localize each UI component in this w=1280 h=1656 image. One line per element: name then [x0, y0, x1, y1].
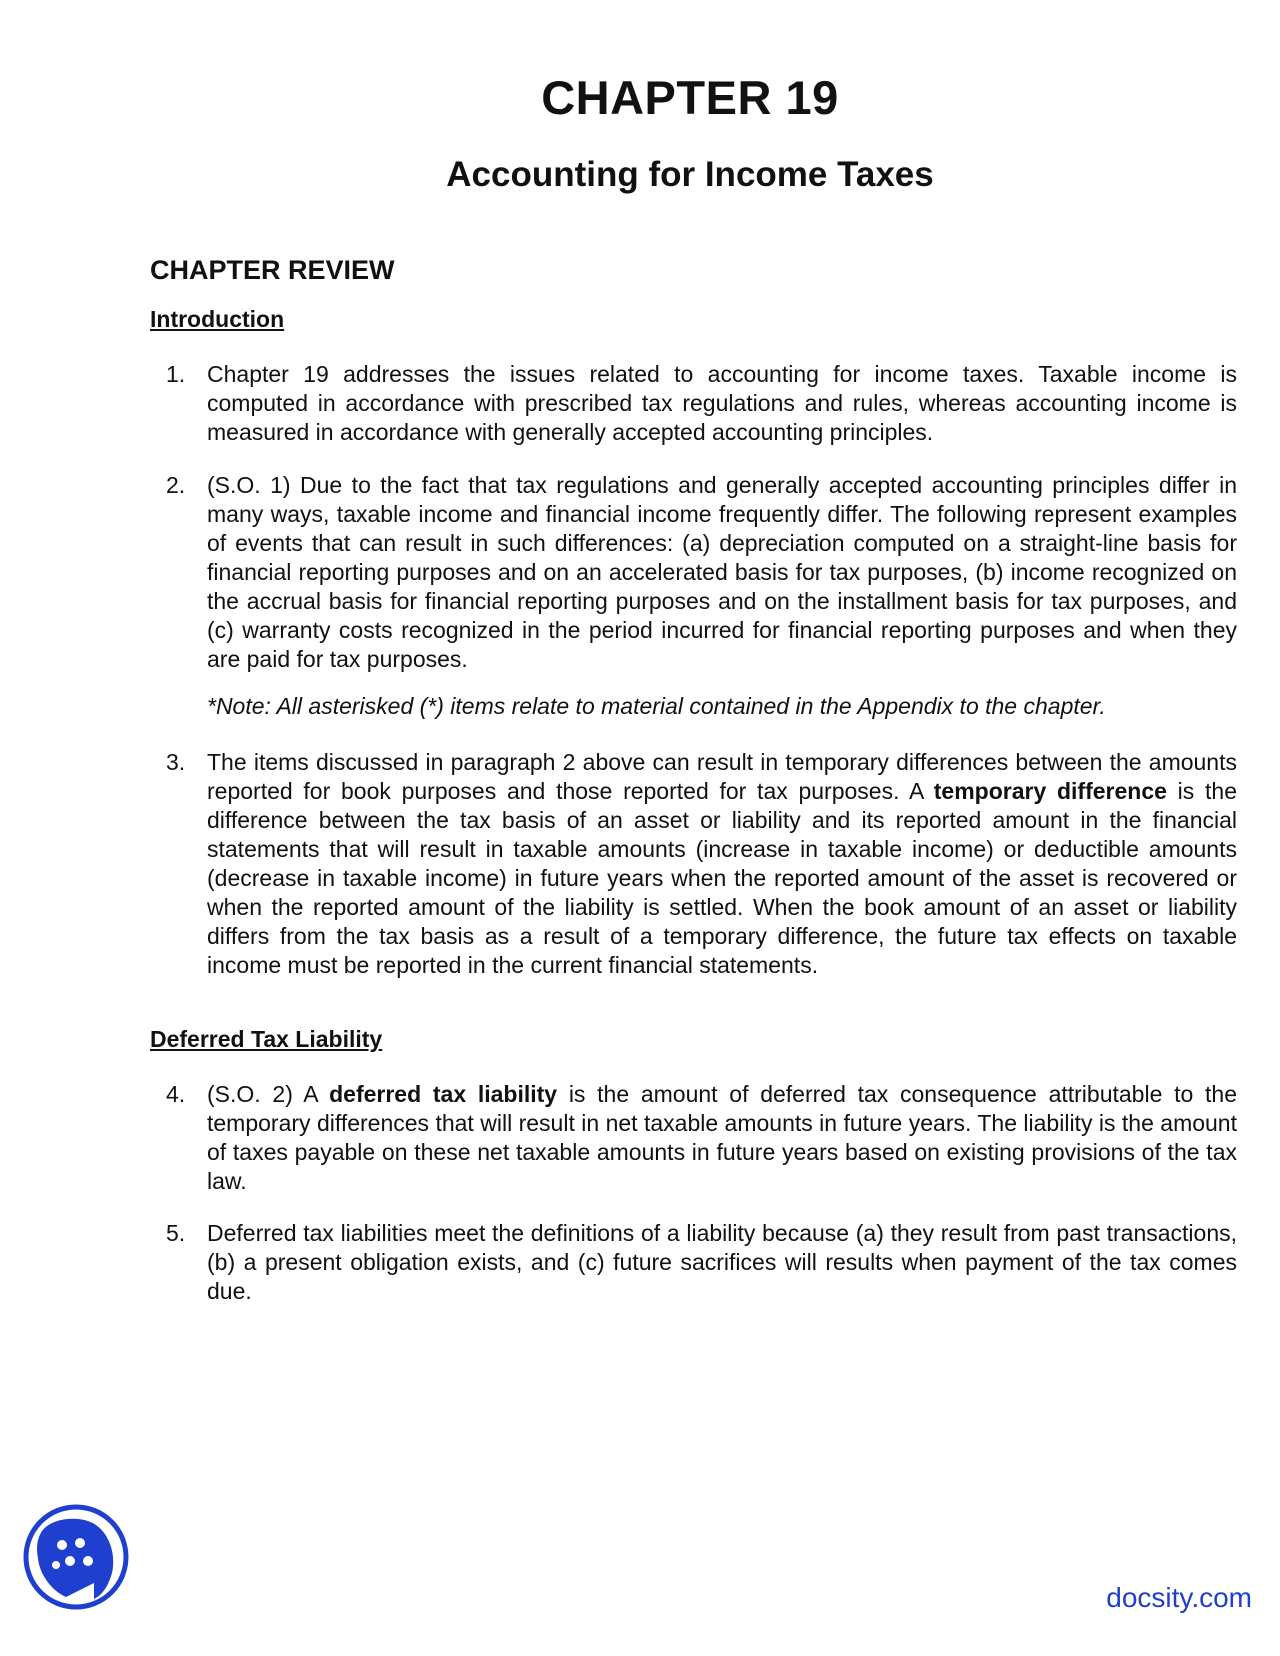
item-text: (S.O. 1) Due to the fact that tax regulations and generally accepted accounting principles differ in many ways, taxable income and financial income frequently differ. The following represent examples of events that can result in such differences: (a) depreciation computed on a straight-line basis for financial reporting purposes and on an accelerated basis for tax purposes, (b) income recognized on the accrual basis for financial reporting purposes and on the installment basis for tax purposes, and (c) warranty costs recognized in the period incurred for financial reporting purposes and when they are paid for tax purposes. [207, 472, 1237, 672]
item-text-part: The items discussed in paragraph 2 above can result in temporary differences between the amounts reported for book purposes and those reported for tax purposes. A [207, 749, 1237, 804]
item-text: Chapter 19 addresses the issues related to accounting for income taxes. Taxable income is computed in accordance with prescribed tax regulations and rules, whereas accounting income is measured in accordance with generally accepted accounting principles. [207, 361, 1237, 445]
chapter-title: CHAPTER 19 [541, 71, 839, 124]
subheading-introduction: Introduction [150, 306, 285, 332]
item-number: 2. [166, 472, 186, 498]
item-text-part: (S.O. 2) A [207, 1081, 330, 1107]
term-temporary-difference: temporary difference [933, 778, 1167, 804]
list-item-4 [150, 1080, 1237, 1196]
section-heading: CHAPTER REVIEW [150, 255, 395, 285]
item-number: 4. [166, 1081, 186, 1107]
item-text-part: is the difference between the tax basis of an asset or liability and its reported amount in the financial statements that will result in taxable amounts (increase in taxable income) or deductible amounts (decrease in taxable income) in future years when the reported amount of the asset is recovered or when the reported amount of the liability is settled. When the book amount of an asset or liability differs from the tax basis as a result of a temporary difference, the future tax effects on taxable income must be reported in the current financial statements. [207, 778, 1237, 978]
list-item-1 [150, 360, 1237, 447]
chapter-subtitle: Accounting for Income Taxes [446, 155, 934, 194]
subheading-deferred-tax-liability: Deferred Tax Liability [150, 1026, 383, 1052]
appendix-note: *Note: All asterisked (*) items relate to material contained in the Appendix to the chapter. [207, 693, 1106, 719]
item-number: 1. [166, 361, 186, 387]
item-text-part: is the amount of deferred tax consequence attributable to the temporary differences that will result in net taxable amounts in future years. The liability is the amount of taxes payable on these net taxable amounts in future years based on existing provisions of the tax law. [207, 1081, 1237, 1194]
item-text: Deferred tax liabilities meet the definitions of a liability because (a) they result from past transactions, (b) a present obligation exists, and (c) future sacrifices will results when payment of the tax comes due. [207, 1220, 1237, 1304]
list-item-5 [150, 1219, 1237, 1306]
item-text [207, 748, 1237, 980]
term-deferred-tax-liability: deferred tax liability [329, 1081, 558, 1107]
list-item-2 [150, 471, 1237, 674]
item-number: 5. [166, 1220, 186, 1246]
item-number: 3. [166, 749, 186, 775]
docsity-watermark[interactable]: docsity.com [1106, 1582, 1252, 1613]
list-item-3 [150, 748, 1237, 980]
docsity-logo-icon[interactable] [22, 1503, 130, 1611]
item-text [207, 1080, 1237, 1196]
